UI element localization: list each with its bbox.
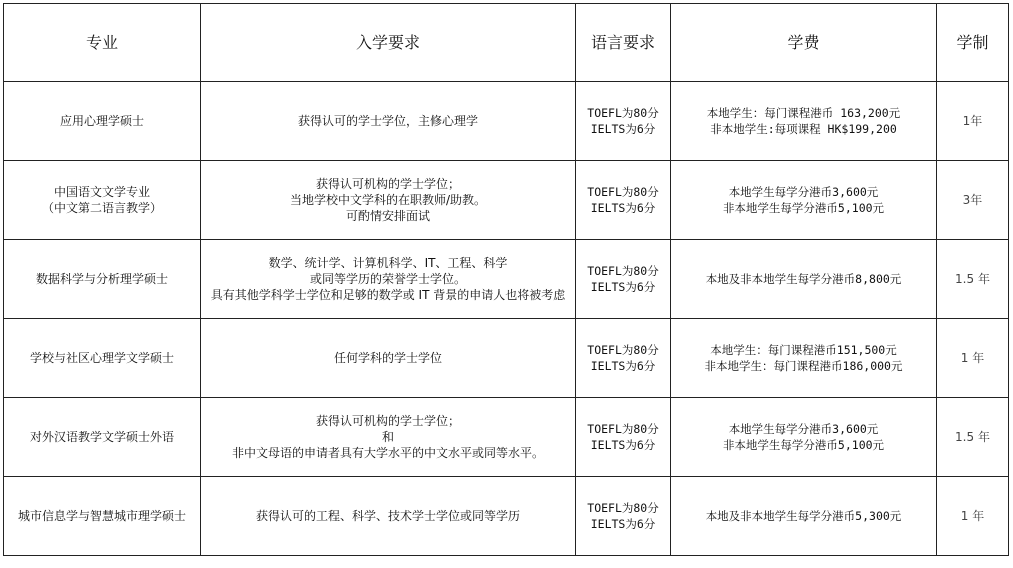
duration-cell: 3年 bbox=[937, 161, 1009, 240]
table-row bbox=[4, 319, 1009, 398]
language-cell: TOEFL为80分 IELTS为6分 bbox=[576, 240, 671, 319]
table-row bbox=[4, 398, 1009, 477]
table-row bbox=[4, 477, 1009, 556]
major-cell: 应用心理学硕士 bbox=[4, 82, 201, 161]
header-major: 专业 bbox=[4, 4, 201, 82]
duration-cell: 1年 bbox=[937, 82, 1009, 161]
language-cell: TOEFL为80分 IELTS为6分 bbox=[576, 477, 671, 556]
duration-cell: 1.5 年 bbox=[937, 398, 1009, 477]
major-cell: 对外汉语教学文学硕士外语 bbox=[4, 398, 201, 477]
language-cell: TOEFL为80分 IELTS为6分 bbox=[576, 161, 671, 240]
requirement-cell: 获得认可的工程、科学、技术学士学位或同等学历 bbox=[201, 477, 576, 556]
duration-cell: 1.5 年 bbox=[937, 240, 1009, 319]
header-language: 语言要求 bbox=[576, 4, 671, 82]
language-cell: TOEFL为80分 IELTS为6分 bbox=[576, 319, 671, 398]
header-row bbox=[4, 4, 1009, 82]
header-duration: 学制 bbox=[937, 4, 1009, 82]
requirement-cell: 获得认可机构的学士学位； 和 非中文母语的申请者具有大学水平的中文水平或同等水平。 bbox=[201, 398, 576, 477]
major-cell: 中国语文文学专业 （中文第二语言教学） bbox=[4, 161, 201, 240]
fee-cell: 本地学生每学分港币3,600元 非本地学生每学分港币5,100元 bbox=[671, 398, 937, 477]
major-cell: 数据科学与分析理学硕士 bbox=[4, 240, 201, 319]
duration-cell: 1 年 bbox=[937, 477, 1009, 556]
table-row bbox=[4, 240, 1009, 319]
language-cell: TOEFL为80分 IELTS为6分 bbox=[576, 398, 671, 477]
table-row bbox=[4, 82, 1009, 161]
major-cell: 城市信息学与智慧城市理学硕士 bbox=[4, 477, 201, 556]
requirement-cell: 任何学科的学士学位 bbox=[201, 319, 576, 398]
header-requirement: 入学要求 bbox=[201, 4, 576, 82]
fee-cell: 本地学生每学分港币3,600元 非本地学生每学分港币5,100元 bbox=[671, 161, 937, 240]
fee-cell: 本地及非本地学生每学分港币5,300元 bbox=[671, 477, 937, 556]
programs-table bbox=[3, 3, 1009, 556]
duration-cell: 1 年 bbox=[937, 319, 1009, 398]
requirement-cell: 获得认可的学士学位，主修心理学 bbox=[201, 82, 576, 161]
table-row bbox=[4, 161, 1009, 240]
major-cell: 学校与社区心理学文学硕士 bbox=[4, 319, 201, 398]
fee-cell: 本地学生：每门课程港币151,500元 非本地学生：每门课程港币186,000元 bbox=[671, 319, 937, 398]
requirement-cell: 数学、统计学、计算机科学、IT、工程、科学 或同等学历的荣誉学士学位。 具有其他学科学士学位和足够的数学或 IT 背景的申请人也将被考虑 bbox=[201, 240, 576, 319]
fee-cell: 本地学生：每门课程港币 163,200元 非本地学生:每项课程 HK$199,200 bbox=[671, 82, 937, 161]
requirement-cell: 获得认可机构的学士学位； 当地学校中文学科的在职教师/助教。 可酌情安排面试 bbox=[201, 161, 576, 240]
header-fee: 学费 bbox=[671, 4, 937, 82]
fee-cell: 本地及非本地学生每学分港币8,800元 bbox=[671, 240, 937, 319]
language-cell: TOEFL为80分 IELTS为6分 bbox=[576, 82, 671, 161]
